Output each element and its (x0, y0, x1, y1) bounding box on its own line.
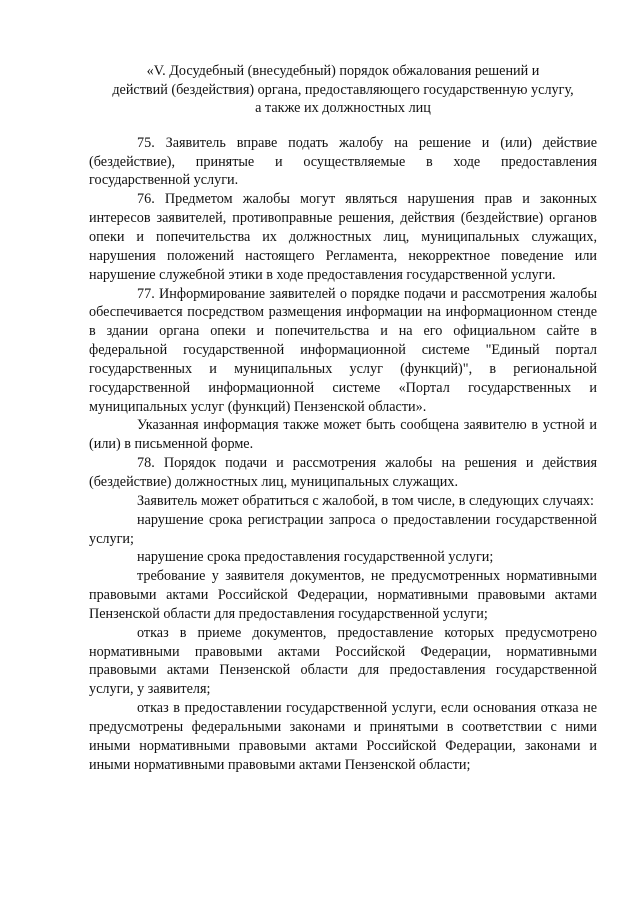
paragraph-75: 75. Заявитель вправе подать жалобу на решение и (или) действие (бездействие), принятые и осуществляемые в ходе предоставления государственной услуги. (89, 134, 597, 189)
list-item: нарушение срока предоставления государственной услуги; (137, 549, 494, 566)
list-item: нарушение срока регистрации запроса о предоставлении государственной услуги; (89, 511, 597, 547)
heading-line: действий (бездействия) органа, предоставляющего государственную услугу, (112, 81, 574, 98)
list-item: отказ в приеме документов, предоставление которых предусмотрено нормативными правовыми актами Российской Федерации, нормативными правовыми актами Пензенской области для предоставления государственной услуги, у заявителя; (89, 624, 597, 698)
document-page (89, 62, 597, 774)
heading-line: «V. Досудебный (внесудебный) порядок обжалования решений и (146, 63, 540, 79)
paragraph-complaint-cases: Заявитель может обратиться с жалобой, в том числе, в следующих случаях: (137, 492, 594, 509)
paragraph-info-note: Указанная информация также может быть сообщена заявителю в устной и (или) в письменной форме. (89, 417, 597, 453)
list-item: требование у заявителя документов, не предусмотренных нормативными правовыми актами Российской Федерации, нормативными правовыми актами Пензенской области для предоставления государственной услуги; (89, 568, 597, 622)
section-heading (89, 62, 597, 118)
paragraph-77: 77. Информирование заявителей о порядке подачи и рассмотрения жалобы обеспечивается посредством размещения информации на информационном стенде в здании органа опеки и попечительства и на его официальном сайте в федеральной государственной информационной системе "Единый портал государственных и муниципальных услуг (функций)", в региональной государственной информационной системе «Портал государственных и муниципальных услуг (функций) Пензенской области». (89, 285, 597, 415)
list-item: отказ в предоставлении государственной услуги, если основания отказа не предусмотрены федеральными законами и принятыми в соответствии с ними иными нормативными правовыми актами Российской Федерации, законами и иными нормативными правовыми актами Пензенской области; (89, 700, 597, 773)
heading-line: а также их должностных лиц (255, 100, 431, 117)
paragraph-76: 76. Предметом жалобы могут являться нарушения прав и законных интересов заявителей, противоправные решения, действия (бездействие) органов опеки и попечительства их должностных лиц, муниципальных служащих, нарушения положений настоящего Регламента, некорректное поведение или нарушение служебной этики в ходе предоставления государственной услуги. (89, 191, 597, 283)
paragraph-78: 78. Порядок подачи и рассмотрения жалобы на решения и действия (бездействие) должностных лиц, муниципальных служащих. (89, 455, 597, 490)
